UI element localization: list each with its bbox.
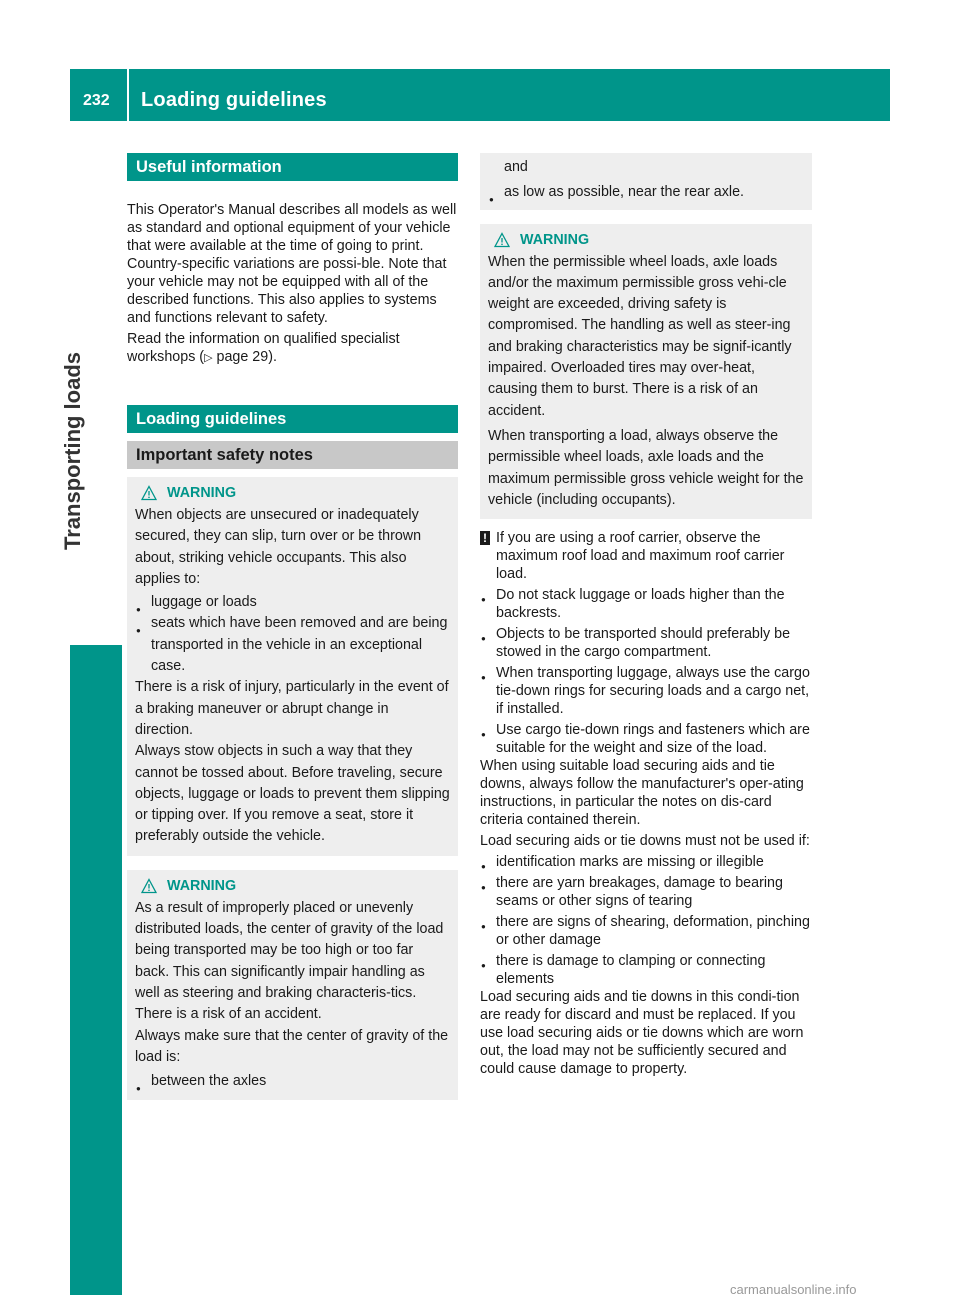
warning-triangle-icon <box>141 878 157 894</box>
header-divider <box>127 69 129 121</box>
warning-title <box>135 483 450 503</box>
warning1-para3: Always stow objects in such a way that they cannot be tossed about. Before traveling, secure objects, luggage or loads to prevent them slipping or tipping over. If you remove a seat, store it preferably outside the vehicle. <box>135 743 450 845</box>
page-number: 232 <box>83 92 110 109</box>
warning-triangle-icon <box>141 485 157 501</box>
roof-carrier-note <box>480 529 812 583</box>
list-item: ● there are signs of shearing, deformation, pinching or other damage <box>480 913 812 949</box>
warning-label: WARNING <box>167 485 237 501</box>
warning-label: WARNING <box>520 231 590 248</box>
list-item: ● there is damage to clamping or connecting elements <box>480 952 812 988</box>
list-item: ● there are yarn breakages, damage to bearing seams or other signs of tearing <box>480 874 812 910</box>
list-item: ● When transporting luggage, always use the cargo tie-down rings for securing loads and a cargo net, if installed. <box>480 664 812 718</box>
warning2-para2: Always make sure that the center of gravity of the load is: <box>135 1027 449 1065</box>
warning3-para2: When transporting a load, always observe the permissible wheel loads, axle loads and the maximum permissible gross vehicle weight for the vehicle (including occupants). <box>488 427 804 508</box>
side-tab-label: Transporting loads <box>60 351 85 550</box>
list-item: ● Use cargo tie-down rings and fasteners which are suitable for the weight and size of the load. <box>480 721 812 757</box>
useful-info-heading: Useful information <box>127 153 458 181</box>
warning-box-1 <box>127 477 458 856</box>
left-column <box>127 153 458 1100</box>
warning2-para1: As a result of improperly placed or unevenly distributed loads, the center of gravity of the load being transported may be too high or too far back. This can significantly impair handling as well as steering and braking characteris-tics. There is a risk of an accident. <box>135 899 444 1023</box>
note-text: If you are using a roof carrier, observe the maximum roof load and maximum roof carrier load. <box>496 530 785 583</box>
side-tab-block <box>70 645 122 1295</box>
list-item: ● Objects to be transported should preferably be stowed in the cargo compartment. <box>480 625 812 661</box>
list-item: ● seats which have been removed and are being transported in the vehicle in an exceptional case. <box>135 613 450 677</box>
right-body <box>480 529 812 1078</box>
warning-title <box>135 876 450 896</box>
list-item: ● as low as possible, near the rear axle. <box>488 182 804 203</box>
list-item: ● between the axles <box>135 1071 450 1092</box>
warning1-para2: There is a risk of injury, particularly in the event of a braking maneuver or abrupt change in direction. <box>135 679 449 738</box>
warning-triangle-icon <box>494 232 510 248</box>
page-header <box>70 69 890 121</box>
warning3-para1: When the permissible wheel loads, axle loads and/or the maximum permissible gross vehi-cle weight are exceeded, driving safety is compromised. The handling as well as steer-ing and braking characteristics may be signif-icantly impaired. Overloaded tires may over-heat, causing them to burst. There is a risk of an accident. <box>488 253 792 419</box>
right-column <box>480 153 812 1078</box>
loading-guidelines-heading: Loading guidelines <box>127 405 458 433</box>
header-title: Loading guidelines <box>141 89 327 111</box>
page-number-box <box>70 69 127 121</box>
exclamation-icon: ! <box>480 531 490 545</box>
para-aids: When using suitable load securing aids and tie downs, always follow the manufacturer's oper-ating instructions, in particular the notes on dis-card criteria contained therein. <box>480 758 804 829</box>
list-item: ● identification marks are missing or illegible <box>480 853 812 871</box>
warning-box-2-continued <box>480 153 812 210</box>
warning-title <box>488 230 804 250</box>
warning-box-3 <box>480 224 812 520</box>
page-reference-arrow-icon: ▷ <box>204 352 213 364</box>
page-reference-link[interactable]: page 29). <box>212 349 277 365</box>
warning-label: WARNING <box>167 877 237 894</box>
watermark: carmanualsonline.info <box>730 1282 857 1297</box>
list-item: ● luggage or loads <box>135 592 450 613</box>
useful-info-para1: This Operator's Manual describes all models as well as standard and optional equipment of your vehicle that were available at the time of going to print. Country-specific variations are possi-ble. Note that your vehicle may not be equipped with all of the described functions. This also applies to systems and functions relevant to safety. <box>127 202 457 326</box>
warning-box-2 <box>127 870 458 1101</box>
list-item: ● Do not stack luggage or loads higher than the backrests. <box>480 586 812 622</box>
useful-info-para2 <box>127 330 458 367</box>
warning2-and: and <box>504 159 528 175</box>
safety-notes-subheading: Important safety notes <box>127 441 458 469</box>
para-final: Load securing aids and tie downs in this condi-tion are ready for discard and must be replaced. If you use load securing aids or tie downs which are worn out, the load may not be sufficiently secured and could cause damage to property. <box>480 989 804 1078</box>
useful-info-para2-prefix: Read the information on qualified specialist workshops ( <box>127 331 400 365</box>
useful-info-body <box>127 201 458 367</box>
warning1-intro: When objects are unsecured or inadequately secured, they can slip, turn over or be thrown about, striking vehicle occupants. This also applies to: <box>135 507 422 587</box>
para-mustnot: Load securing aids or tie downs must not be used if: <box>480 833 810 850</box>
